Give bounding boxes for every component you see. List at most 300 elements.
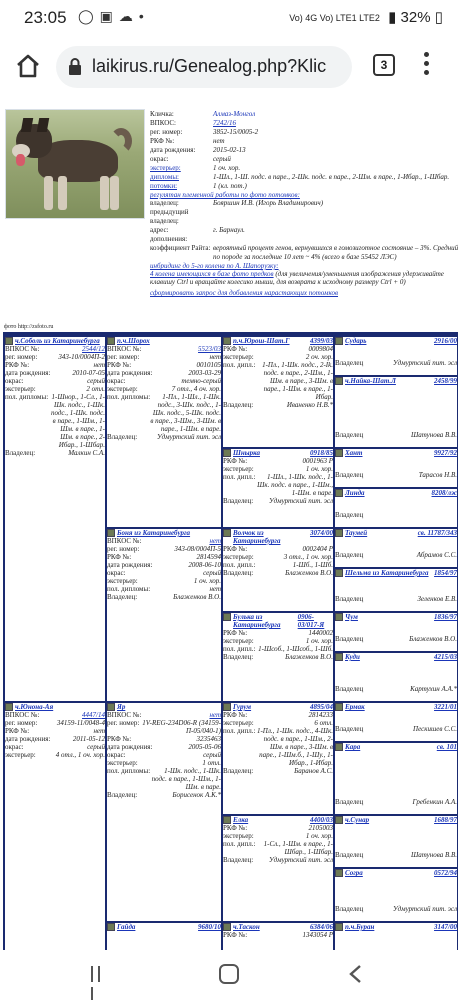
gallery-icon: ▣ xyxy=(99,8,119,24)
info-key: владелец: xyxy=(150,199,179,207)
dog-field-row xyxy=(107,791,221,799)
dog-name-link[interactable]: Елка xyxy=(233,816,249,824)
dog-header xyxy=(223,613,333,629)
field-label: Владелец xyxy=(335,595,364,603)
dog-name-link[interactable]: Булька из Катаринебурга xyxy=(233,613,281,629)
dog-field-row xyxy=(223,497,333,505)
field-label: рег. номер: xyxy=(107,719,140,727)
gg-grandparent-cell xyxy=(334,742,458,815)
dog-thumbnail-icon[interactable] xyxy=(335,569,343,577)
dog-header xyxy=(107,337,221,345)
clock: 23:05 xyxy=(24,8,67,27)
dog-header xyxy=(223,449,333,457)
field-value: 343-10/0004П-2 xyxy=(58,353,105,361)
registry-number-link[interactable]: 1836/97 xyxy=(434,613,457,621)
field-value: 0009804 xyxy=(308,345,333,353)
registry-number-link[interactable]: 1854/97 xyxy=(434,569,457,577)
dog-name-link[interactable]: Хант xyxy=(345,449,363,457)
dog-name-link[interactable]: п.ч.Шорох xyxy=(117,337,150,345)
dog-thumbnail-icon[interactable] xyxy=(107,703,115,711)
dog-thumbnail-icon[interactable] xyxy=(223,703,231,711)
field-label: ВПКОС №: xyxy=(107,711,142,719)
dog-header xyxy=(335,337,457,345)
dog-field-row xyxy=(223,401,333,409)
dog-thumbnail-icon[interactable] xyxy=(223,449,231,457)
dog-field-row xyxy=(335,595,457,603)
dog-field-row xyxy=(107,711,221,719)
dog-name-link[interactable]: Гайда xyxy=(117,923,136,931)
dog-header xyxy=(335,613,457,621)
info-value[interactable]: 7242/16 xyxy=(213,119,236,127)
dog-header xyxy=(335,923,457,931)
dog-field-row xyxy=(223,711,333,719)
dog-field-row xyxy=(223,569,333,577)
battery-level: 32% xyxy=(400,9,431,26)
field-label: экстерьер: xyxy=(223,637,254,645)
dog-header xyxy=(335,529,457,537)
dog-field-row xyxy=(107,545,221,553)
dog-field-row xyxy=(5,353,105,361)
registry-number-link[interactable]: 3221/01 xyxy=(434,703,457,711)
inbreeding-link[interactable]: инбридинг до 5-го колена по А. Шапорузку: xyxy=(150,262,279,270)
dog-field-row xyxy=(335,851,457,859)
registry-number-link[interactable]: 2916/00 xyxy=(434,337,457,345)
dog-name-link[interactable]: Куди xyxy=(345,653,360,661)
info-row xyxy=(150,208,460,226)
dog-field-row xyxy=(5,719,105,727)
dog-field-row xyxy=(223,561,333,569)
dog-field-row xyxy=(107,393,221,433)
field-value: серый xyxy=(87,377,105,385)
dog-field-row xyxy=(5,361,105,369)
dog-field-row xyxy=(335,471,457,479)
field-value: 1-Шнор., 1-Сл., 1-Шк. подс., 1-Шк. подс., 1-Шк. подс. в паре., 1-Шм., 1-Шм. в паре., 1-Шм. в паре., 2-Ибар., 1-Шбар. xyxy=(50,393,105,449)
registry-number-link[interactable]: 1688/97 xyxy=(434,816,457,824)
registry-number-link[interactable]: 4895/04 xyxy=(310,703,333,711)
field-value: 2003-03-29 xyxy=(188,369,221,377)
field-label: пол. дипл.: xyxy=(223,645,256,653)
field-label: РКФ №: xyxy=(107,735,132,743)
network-indicator: Vo) 4G Vo) LTE1 LTE2 xyxy=(289,12,380,23)
field-label: Владелец: xyxy=(223,856,254,864)
dog-info-table xyxy=(150,110,460,297)
dog-name-link[interactable]: Линда xyxy=(345,489,365,497)
dog-thumbnail-icon[interactable] xyxy=(107,529,115,537)
field-value: 4 отл., 1 оч. хор. xyxy=(55,751,105,759)
field-value[interactable]: нет xyxy=(209,537,221,545)
field-label: экстерьер: xyxy=(223,832,254,840)
field-value: 2010-07-05 xyxy=(72,369,105,377)
dog-thumbnail-icon[interactable] xyxy=(335,337,343,345)
dog-field-row xyxy=(107,361,221,369)
cloud-icon: ☁ xyxy=(118,8,139,24)
dog-thumbnail-icon[interactable] xyxy=(223,923,231,931)
dog-field-row xyxy=(107,743,221,751)
dog-field-row xyxy=(5,393,105,449)
field-value: 1 оч. хор. xyxy=(305,832,333,840)
dog-field-row xyxy=(223,361,333,401)
info-row xyxy=(150,244,460,262)
field-label: экстерьер: xyxy=(223,465,254,473)
dog-thumbnail-icon[interactable] xyxy=(335,653,343,661)
dog-field-row xyxy=(107,369,221,377)
dog-thumbnail-icon[interactable] xyxy=(223,816,231,824)
dog-thumbnail-icon[interactable] xyxy=(335,743,343,751)
info-key: коэффициент Райта: xyxy=(150,244,211,252)
field-value: 2814233 xyxy=(308,711,333,719)
field-value[interactable]: 2544/12 xyxy=(82,345,105,353)
pedigree-table xyxy=(3,332,458,950)
dog-header xyxy=(5,703,105,711)
android-nav-bar xyxy=(0,950,461,1000)
info-row xyxy=(150,128,460,137)
field-value: Удмуртский пит. эсл xyxy=(392,359,457,367)
info-row xyxy=(150,119,460,128)
dog-photo xyxy=(5,109,145,219)
dog-field-row xyxy=(223,840,333,856)
field-value: 1343054 Р xyxy=(302,931,333,939)
info-key: ВПКОС: xyxy=(150,119,176,127)
field-label: пол. дипл.: xyxy=(223,361,256,369)
dog-field-row xyxy=(335,725,457,733)
dog-name-link[interactable]: Боня из Катаринебурга xyxy=(117,529,191,537)
dog-thumbnail-icon[interactable] xyxy=(5,337,13,345)
field-label: ВПКОС №: xyxy=(5,345,40,353)
info-row xyxy=(150,155,460,164)
dog-name-link[interactable]: п.ч.Буран xyxy=(345,923,375,931)
dam-cell xyxy=(4,702,106,950)
signal-icon: ▮ xyxy=(388,9,397,26)
dog-header xyxy=(335,743,457,751)
home-nav-icon[interactable] xyxy=(219,964,239,984)
dog-field-row xyxy=(223,931,333,939)
info-key: адрес: xyxy=(150,226,169,234)
field-label: пол. дипломы: xyxy=(107,393,151,401)
field-label: Владелец: xyxy=(107,433,138,441)
dog-thumbnail-icon[interactable] xyxy=(223,337,231,345)
dog-field-row xyxy=(335,551,457,559)
registry-number-link[interactable]: 0572/94 xyxy=(434,869,457,877)
dog-thumbnail-icon[interactable] xyxy=(5,703,13,711)
field-label: рег. номер: xyxy=(5,719,38,727)
gg-grandparent-cell xyxy=(334,336,458,376)
registry-number-link[interactable]: 9680/10 xyxy=(198,923,221,931)
field-label: ВПКОС №: xyxy=(107,537,142,545)
info-key: РКФ №: xyxy=(150,137,175,145)
dog-field-row xyxy=(107,719,221,735)
dog-field-row xyxy=(107,433,221,441)
request-link[interactable]: сформировать запрос для добавления нарастающих потомков xyxy=(150,289,339,297)
field-label: пол. дипл.: xyxy=(223,473,256,481)
dog-field-row xyxy=(107,577,221,585)
dog-field-row xyxy=(223,727,333,767)
dog-thumbnail-icon[interactable] xyxy=(335,377,343,385)
dog-field-row xyxy=(5,449,105,457)
field-label: окрас: xyxy=(5,377,24,385)
dog-name-link[interactable]: ч.Сунар xyxy=(345,816,370,824)
dog-field-row xyxy=(107,585,221,593)
info-row xyxy=(150,164,460,173)
dog-field-row xyxy=(223,653,333,661)
dog-thumbnail-icon[interactable] xyxy=(335,816,343,824)
field-label: пол. дипл.: xyxy=(223,561,256,569)
field-label: Владелец: xyxy=(107,593,138,601)
field-label: Владелец: xyxy=(5,449,36,457)
dog-field-row xyxy=(107,553,221,561)
dog-header xyxy=(335,377,457,385)
registry-number-link[interactable]: 0906-03/017-Я xyxy=(297,613,325,629)
dog-thumbnail-icon[interactable] xyxy=(335,869,343,877)
registry-number-link[interactable]: 8208/лэс xyxy=(431,489,457,497)
great-grandparent-cell xyxy=(334,922,458,950)
field-value: 1-Пл., 1-Шк. подс., 2-Ik. подс. в паре., 2-Шм., 1-Шм. в паре., 3-Шм. в паре., 1-Шм. в паре., 1-Ибар. xyxy=(262,361,333,401)
field-label: РКФ №: xyxy=(223,711,248,719)
dog-field-row xyxy=(223,545,333,553)
info-key[interactable]: потомки: xyxy=(150,182,178,190)
field-value: нет xyxy=(209,585,221,593)
field-label: экстерьер: xyxy=(5,385,36,393)
browser-toolbar xyxy=(0,38,461,98)
dog-name-link[interactable]: п.ч.Юрош-Шат.Г xyxy=(233,337,290,345)
more-options-icon[interactable] xyxy=(420,52,432,78)
grandparent-cell xyxy=(106,528,222,702)
field-label: РКФ №: xyxy=(223,345,248,353)
dog-thumbnail-icon[interactable] xyxy=(223,529,231,537)
registry-number-link[interactable]: 3147/00 xyxy=(434,923,457,931)
field-value: Удмуртский пит. эсл xyxy=(392,905,457,913)
dog-name-link[interactable]: Гурум xyxy=(233,703,252,711)
field-value: 1-Пл., 1-Шл., 1-Шк. подс., 3-Шк. подс., 1-Шк. подс., 5-Шк. подс. в паре., 3-Шм., 3-Шм. в паре., 1-Шм. в паре. xyxy=(150,393,221,433)
dog-header xyxy=(107,529,221,537)
field-label: пол. дипломы: xyxy=(5,393,49,401)
info-key: дата рождения: xyxy=(150,146,196,154)
home-icon[interactable] xyxy=(14,52,42,80)
dog-name-link[interactable]: Шельма из Катаринебурга xyxy=(345,569,429,577)
gg-grandparent-cell xyxy=(334,488,458,528)
info-value xyxy=(213,208,460,226)
dog-field-row xyxy=(335,511,457,519)
dog-field-row xyxy=(107,353,221,361)
info-row xyxy=(150,199,460,208)
field-value: 3 отл., 1 оч. хор. xyxy=(283,553,333,561)
field-value: 1 отл. xyxy=(202,759,221,767)
dog-name-link[interactable]: ч.Юнона-Ая xyxy=(15,703,54,711)
grandparent-cell xyxy=(106,702,222,922)
dog-name-link[interactable]: Яр xyxy=(117,703,126,711)
field-value: Шатунова В.В. xyxy=(410,851,457,859)
field-label: экстерьер: xyxy=(223,353,254,361)
registry-number-link[interactable]: 4399/03 xyxy=(310,337,333,345)
field-value: Иваненко Н.В.* xyxy=(286,401,333,409)
field-label: РКФ №: xyxy=(223,931,248,939)
dog-field-row xyxy=(223,719,333,727)
dog-field-row xyxy=(5,345,105,353)
dog-thumbnail-icon[interactable] xyxy=(335,703,343,711)
registry-number-link[interactable]: 4215/03 xyxy=(434,653,457,661)
dog-thumbnail-icon[interactable] xyxy=(335,489,343,497)
field-value: 2 отл. xyxy=(86,385,105,393)
field-label: Владелец: xyxy=(223,497,254,505)
field-value: темно-серый xyxy=(181,377,221,385)
back-icon[interactable] xyxy=(348,964,362,984)
dog-name-link[interactable]: Согра xyxy=(345,869,363,877)
dog-field-row xyxy=(5,385,105,393)
dog-name-link[interactable]: Сударь xyxy=(345,337,367,345)
field-value: Борисенок А.К.* xyxy=(172,791,221,799)
field-label: РКФ №: xyxy=(5,361,30,369)
dog-header xyxy=(335,489,457,497)
info-key: дополнения: xyxy=(150,235,188,243)
ancestor-photos-link[interactable]: 4 колена имеющихся в базе фото предков xyxy=(150,270,274,278)
field-value: Тарасов Н.В. xyxy=(418,471,457,479)
field-label: экстерьер: xyxy=(223,719,254,727)
field-value[interactable]: 4447/14 xyxy=(82,711,105,719)
info-key: предыдущий владелец: xyxy=(150,208,189,225)
dog-thumbnail-icon[interactable] xyxy=(223,613,231,621)
dog-field-row xyxy=(5,743,105,751)
dog-thumbnail-icon[interactable] xyxy=(107,923,115,931)
sire-cell xyxy=(4,336,106,702)
field-value: Блаженков В.О. xyxy=(285,569,333,577)
field-label: Владелец xyxy=(335,725,364,733)
recents-icon[interactable] xyxy=(91,966,109,982)
photo-caption: фото http://zsfoto.ru xyxy=(4,324,54,330)
field-value[interactable]: нет xyxy=(209,711,221,719)
breeding-link[interactable]: регулятан племенной работы по фото потомков: xyxy=(150,191,300,199)
field-label: Владелец xyxy=(335,685,364,693)
info-value: Алмаз-Монгол xyxy=(213,110,256,118)
great-grandparent-cell xyxy=(222,702,334,815)
great-grandparent-cell xyxy=(222,528,334,612)
field-label: окрас: xyxy=(107,569,126,577)
registry-number-link[interactable]: 3074/00 xyxy=(310,529,333,537)
field-label: Владелец xyxy=(335,905,364,913)
registry-number-link[interactable]: 2458/99 xyxy=(434,377,457,385)
field-value: Зеленков Е.В. xyxy=(417,595,457,603)
field-label: пол. дипл.: xyxy=(223,727,256,735)
field-label: Владелец: xyxy=(107,791,138,799)
field-value: Гребенкин А.А. xyxy=(412,798,457,806)
field-label: Владелец xyxy=(335,851,364,859)
dog-header xyxy=(335,703,457,711)
field-label: ВПКОС №: xyxy=(5,711,40,719)
field-label: Владелец: xyxy=(223,653,254,661)
dog-field-row xyxy=(223,645,333,653)
great-grandparent-cell xyxy=(222,612,334,702)
address-bar[interactable] xyxy=(56,46,352,88)
field-label: Владелец xyxy=(335,551,364,559)
field-value[interactable]: 5523/03 xyxy=(198,345,221,353)
field-value: Блаженков В.О. xyxy=(409,635,457,643)
field-value: Картухин А.А.* xyxy=(410,685,457,693)
field-label: пол. дипломы: xyxy=(107,767,151,775)
dog-field-row xyxy=(5,735,105,743)
dog-field-row xyxy=(107,377,221,385)
grandparent-cell xyxy=(106,922,222,950)
info-value: 1-Шл., 1-Ш. подс. в паре., 2-Шк. подс. в паре., 2-Шм. в паре., 1-Ибар., 1-Шбар. xyxy=(213,173,450,181)
dog-name-link[interactable]: ч.Соболь из Катаринебурга xyxy=(15,337,100,345)
field-value: 1 оч. хор. xyxy=(305,637,333,645)
registry-number-link[interactable]: 4400/03 xyxy=(310,816,333,824)
great-grandparent-cell xyxy=(222,336,334,448)
dog-field-row xyxy=(223,824,333,832)
dog-name-link[interactable]: Шнырка xyxy=(233,449,260,457)
field-label: Владелец: xyxy=(223,767,254,775)
field-value: Шатунова В.В. xyxy=(410,431,457,439)
registry-number-link[interactable]: 6384/06 xyxy=(310,923,333,931)
gg-grandparent-cell xyxy=(334,815,458,868)
dog-name-link[interactable]: ч.Найка-Шат.Л xyxy=(345,377,396,385)
registry-number-link[interactable]: 9927/92 xyxy=(434,449,457,457)
dog-name-link[interactable]: ч.Таскон xyxy=(233,923,260,931)
dog-thumbnail-icon[interactable] xyxy=(335,449,343,457)
field-value: 1-Шсоб., 1-Шсоб., 1-Шб. xyxy=(258,645,333,653)
field-label: рег. номер: xyxy=(107,545,140,553)
photo-rotate-note xyxy=(150,270,460,286)
dog-header xyxy=(335,569,457,577)
field-label: Владелец xyxy=(335,431,364,439)
dog-name-link[interactable]: Волчок из Катаринебурга xyxy=(233,529,281,545)
dog-thumbnail-icon[interactable] xyxy=(335,613,343,621)
tab-switcher-button[interactable]: 3 xyxy=(373,54,395,76)
dog-name-link[interactable]: Кара xyxy=(345,743,361,751)
field-label: рег. номер: xyxy=(5,353,38,361)
info-key[interactable]: экстерьер: xyxy=(150,164,181,172)
field-value: нет xyxy=(93,361,105,369)
field-value: 2814594 xyxy=(196,553,221,561)
info-row xyxy=(150,110,460,119)
dog-header xyxy=(335,816,457,824)
registry-number-link[interactable]: св. 11787/343 xyxy=(417,529,457,537)
field-value: 7 отл., 4 оч. хор. xyxy=(171,385,221,393)
field-label: окрас: xyxy=(107,377,126,385)
grandparent-cell xyxy=(106,336,222,528)
field-value: серый xyxy=(203,569,221,577)
field-label: РКФ №: xyxy=(223,545,248,553)
dog-thumbnail-icon[interactable] xyxy=(107,337,115,345)
dog-header xyxy=(223,816,333,824)
field-label: РКФ №: xyxy=(223,824,248,832)
info-key: Кличка: xyxy=(150,110,174,118)
field-value: 2008-06-10 xyxy=(188,561,221,569)
field-label: рег. номер: xyxy=(107,353,140,361)
field-value: 0002404 Р xyxy=(302,545,333,553)
dog-field-row xyxy=(5,751,105,759)
dog-name-link[interactable]: Таумей xyxy=(345,529,368,537)
dog-name-link[interactable]: Ермак xyxy=(345,703,365,711)
field-value: 1440002 xyxy=(308,629,333,637)
dog-header xyxy=(223,337,333,345)
dog-field-row xyxy=(335,798,457,806)
field-label: экстерьер: xyxy=(107,385,138,393)
system-indicators xyxy=(289,8,443,26)
info-value xyxy=(213,235,460,244)
dog-thumbnail-icon[interactable] xyxy=(335,529,343,537)
dog-field-row xyxy=(5,711,105,719)
info-value: 3852-15/0005-2 xyxy=(213,128,259,136)
info-key[interactable]: дипломы: xyxy=(150,173,179,181)
registry-number-link[interactable]: св. 101 xyxy=(436,743,457,751)
field-label: экстерьер: xyxy=(223,553,254,561)
field-value: 2105003 xyxy=(308,824,333,832)
field-value: 1-Пл., 1-Шк. подс., 4-Шк. подс. в паре., 1-Шм., 2-Шм. в паре., 3-Шм. в паре., 1-Шм.б., 1-Шу., 1-Ибар., 1-Ибар. xyxy=(256,727,333,767)
field-label: РКФ №: xyxy=(223,629,248,637)
dog-thumbnail-icon[interactable] xyxy=(335,923,343,931)
status-bar xyxy=(0,0,461,38)
registry-number-link[interactable]: 0918/85 xyxy=(310,449,333,457)
dog-header xyxy=(223,923,333,931)
dog-name-link[interactable]: Чум xyxy=(345,613,358,621)
